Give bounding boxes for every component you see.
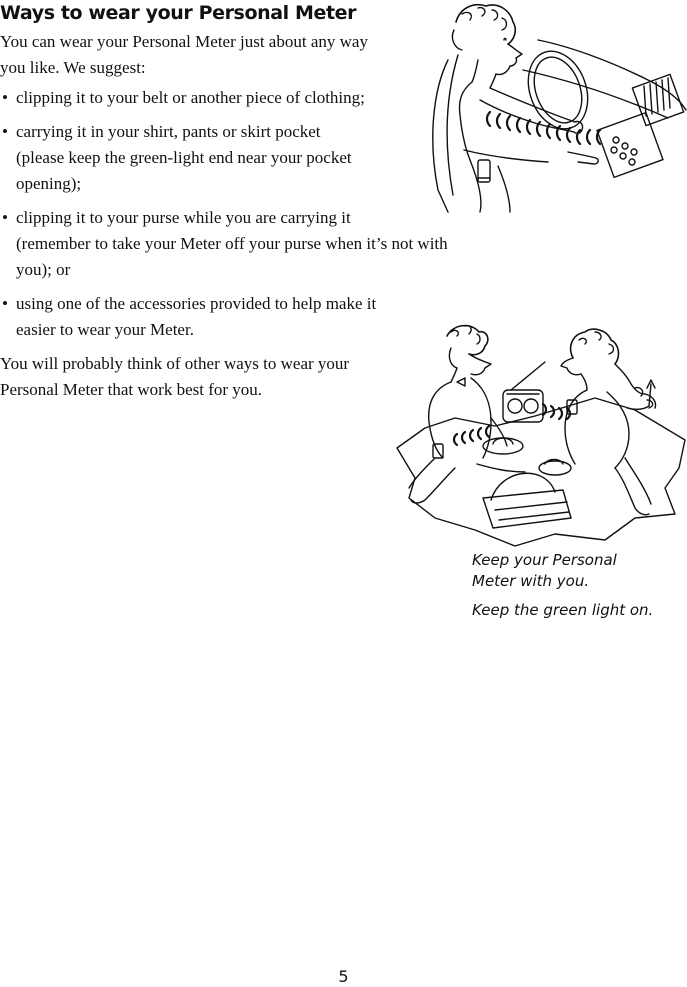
- caption-green-light: Keep the green light on.: [472, 601, 654, 619]
- bullet-icon: •: [2, 208, 8, 227]
- bullet-icon: •: [2, 294, 8, 313]
- picnic-couple-illustration: [395, 318, 687, 548]
- bullet-icon: •: [2, 122, 8, 141]
- intro-paragraph: [0, 29, 425, 81]
- caption-block: [472, 550, 642, 592]
- bullet-icon: •: [2, 88, 8, 107]
- intro-line: You can wear your Personal Meter just about any way: [0, 32, 368, 51]
- page-heading: Ways to wear your Personal Meter: [0, 2, 357, 24]
- list-item-text: (remember to take your Meter off your purse when it’s not with: [16, 234, 448, 253]
- closing-paragraph: [0, 351, 400, 403]
- caption-line: Meter with you.: [472, 572, 590, 590]
- page-number: 5: [338, 967, 349, 986]
- closing-line: You will probably think of other ways to wear your: [0, 354, 350, 373]
- list-item: [0, 205, 510, 283]
- list-item-text: you); or: [16, 260, 71, 279]
- list-item-text: (please keep the green-light end near your pocket: [16, 148, 352, 167]
- intro-line: you like. We suggest:: [0, 58, 146, 77]
- caption-line: Keep your Personal: [472, 551, 617, 569]
- driver-wearing-meter-illustration: [418, 0, 687, 215]
- list-item-text: easier to wear your Meter.: [16, 320, 194, 339]
- list-item-text: opening);: [16, 174, 82, 193]
- closing-line: Personal Meter that work best for you.: [0, 380, 263, 399]
- list-item-text: carrying it in your shirt, pants or skirt pocket: [16, 122, 321, 141]
- list-item-text: clipping it to your belt or another piece of clothing;: [16, 88, 365, 107]
- list-item-text: using one of the accessories provided to help make it: [16, 294, 377, 313]
- list-item-text: clipping it to your purse while you are carrying it: [16, 208, 351, 227]
